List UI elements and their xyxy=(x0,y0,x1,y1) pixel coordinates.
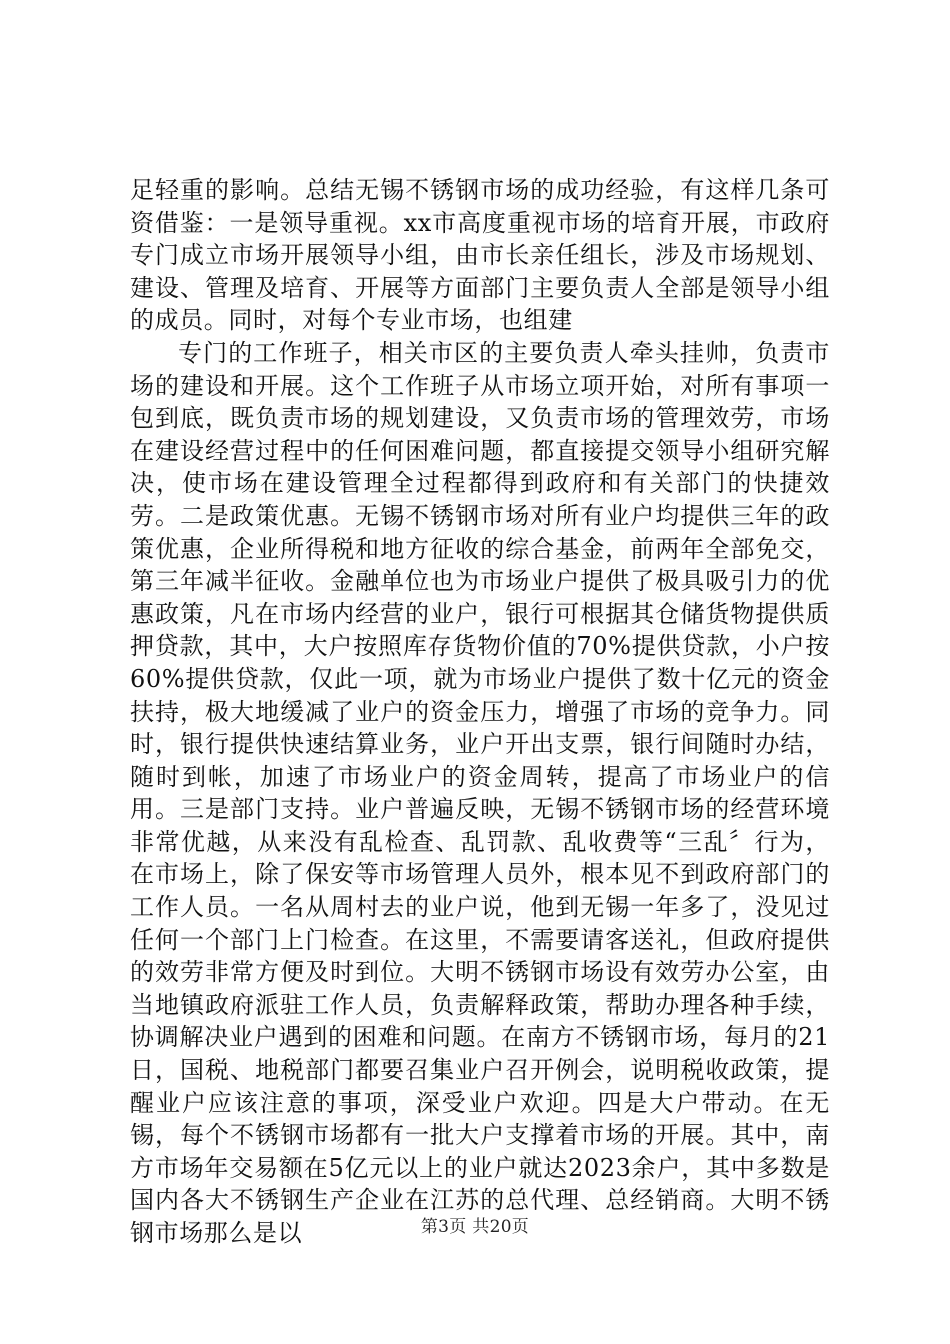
paragraph-2: 专门的工作班子，相关市区的主要负责人牵头挂帅，负责市场的建设和开展。这个工作班子从市场立项开始，对所有事项一包到底，既负责市场的规划建设，又负责市场的管理效劳，市场在建设经营过程中的任何困难问题，都直接提交领导小组研究解决，使市场在建设管理全过程都得到政府和有关部门的快捷效劳。二是政策优惠。无锡不锈钢市场对所有业户均提供三年的政策优惠，企业所得税和地方征收的综合基金，前两年全部免交，第三年减半征收。金融单位也为市场业户提供了极具吸引力的优惠政策，凡在市场内经营的业户，银行可根据其仓储货物提供质押贷款，其中，大户按照库存货物价值的70%提供贷款，小户按60%提供贷款，仅此一项，就为市场业户提供了数十亿元的资金扶持，极大地缓减了业户的资金压力，增强了市场的竞争力。同时，银行提供快速结算业务，业户开出支票，银行间随时办结，随时到帐，加速了市场业户的资金周转，提高了市场业户的信用。三是部门支持。业户普遍反映，无锡不锈钢市场的经营环境非常优越，从来没有乱检查、乱罚款、乱收费等“三乱〞行为，在市场上，除了保安等市场管理人员外，根本见不到政府部门的工作人员。一名从周村去的业户说，他到无锡一年多了，没见过任何一个部门上门检查。在这里，不需要请客送礼，但政府提供的效劳非常方便及时到位。大明不锈钢市场设有效劳办公室，由当地镇政府派驻工作人员，负责解释政策，帮助办理各种手续，协调解决业户遇到的困难和问题。在南方不锈钢市场，每月的21日，国税、地税部门都要召集业户召开例会，说明税收政策，提醒业户应该注意的事项，深受业户欢迎。四是大户带动。在无锡，每个不锈钢市场都有一批大户支撑着市场的开展。其中，南方市场年交易额在5亿元以上的业户就达2023余户，其中多数是国内各大不锈钢生产企业在江苏的总代理、总经销商。大明不锈钢市场那么是以 xyxy=(130,338,830,1247)
document-body xyxy=(130,174,830,1250)
page-footer: 第3页 共20页 xyxy=(420,1217,530,1237)
paragraph-1: 足轻重的影响。总结无锡不锈钢市场的成功经验，有这样几条可资借鉴：一是领导重视。xx市高度重视市场的培育开展，市政府专门成立市场开展领导小组，由市长亲任组长，涉及市场规划、建设、管理及培育、开展等方面部门主要负责人全部是领导小组的成员。同时，对每个专业市场，也组建 xyxy=(130,176,830,335)
